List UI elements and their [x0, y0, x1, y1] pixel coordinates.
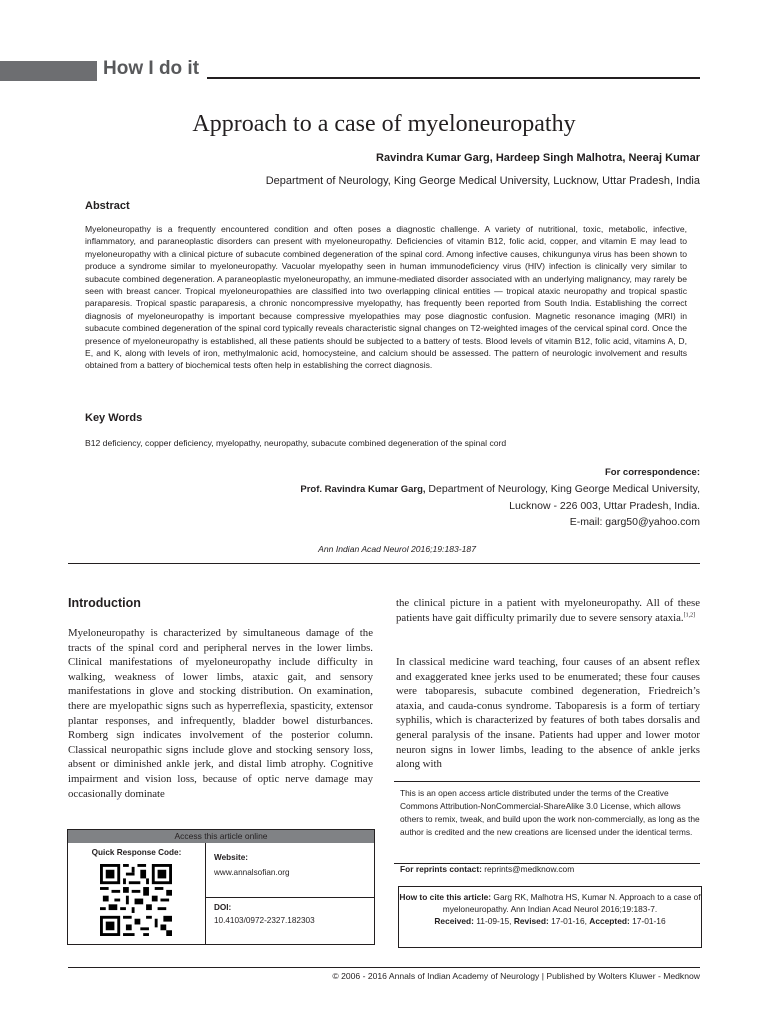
access-box-divider	[205, 843, 206, 944]
correspondence-email[interactable]: E-mail: garg50@yahoo.com	[569, 516, 700, 528]
author-list: Ravindra Kumar Garg, Hardeep Singh Malhotra, Neeraj Kumar	[376, 152, 700, 164]
paragraph-text: the clinical picture in a patient with myeloneuropathy. All of these patients have gait difficulty primarily due to severe sensory ataxia.	[396, 597, 700, 624]
reprints-label: For reprints contact:	[400, 864, 482, 874]
reference-superscript[interactable]: [1,2]	[683, 612, 696, 618]
correspondence-name: Prof. Ravindra Kumar Garg,	[300, 484, 426, 495]
doi-link[interactable]: 10.4103/0972-2327.182303	[214, 916, 315, 925]
access-box-header: Access this article online	[68, 830, 374, 843]
article-title: Approach to a case of myeloneuropathy	[192, 111, 576, 137]
received-date: 11-09-15,	[473, 916, 514, 926]
how-to-cite-label: How to cite this article:	[399, 892, 492, 902]
affiliation: Department of Neurology, King George Medical University, Lucknow, Uttar Pradesh, India	[265, 175, 700, 187]
website-label: Website:	[214, 853, 248, 862]
correspondence-label: For correspondence:	[604, 467, 700, 478]
accepted-date: 17-01-16	[629, 916, 666, 926]
keywords-text: B12 deficiency, copper deficiency, myelopathy, neuropathy, subacute combined degeneration of the spinal cord	[85, 438, 507, 448]
website-link[interactable]: www.annalsofian.org	[214, 868, 290, 877]
correspondence-block	[180, 465, 700, 530]
license-box	[394, 781, 700, 864]
page-footer: © 2006 - 2016 Annals of Indian Academy of Neurology | Published by Wolters Kluwer - Medknow	[332, 971, 700, 981]
revised-label: Revised:	[513, 916, 549, 926]
accepted-label: Accepted:	[589, 916, 630, 926]
intro-paragraph-right-2: In classical medicine ward teaching, four causes of an absent reflex and exaggerated knee jerks used to be enumerated; these four causes were taboparesis, subacute combined degeneration, Friedreich’s ataxia, and cauda-conus syndrome. Taboparesis is a form of tertiary syphilis, which is characterized by features of both tabes dorsalis and general paralysis of the insane. Patients had upper and lower motor neuron signs in lower limbs, leading to the absence of ankle jerks along with	[396, 656, 700, 771]
section-label: How I do it	[103, 58, 200, 79]
footer-rule	[68, 967, 700, 968]
reprints-contact	[400, 864, 574, 874]
header-band-bar	[0, 61, 97, 81]
journal-citation: Ann Indian Acad Neurol 2016;19:183-187	[318, 544, 476, 554]
license-text: This is an open access article distributed under the terms of the Creative Commons Attribution-NonCommercial-ShareAlike 3.0 License, which allows others to remix, tweak, and build upon the work non-commercially, as long as the author is credited and the new creations are licensed under the identical terms.	[400, 788, 700, 837]
correspondence-address: Lucknow - 226 003, Uttar Pradesh, India.	[509, 500, 700, 512]
received-label: Received:	[434, 916, 474, 926]
correspondence-line-1	[180, 481, 700, 498]
reprints-email[interactable]: reprints@medknow.com	[481, 864, 575, 874]
intro-paragraph-left: Myeloneuropathy is characterized by simultaneous damage of the tracts of the spinal cord and peripheral nerves in the lower limbs. Clinical manifestations of myeloneuropathy include difficulty in walking, weakness of lower limbs, ataxic gait, and sensory manifestations in glove and stocking distribution. On examination, there are myelopathic signs such as hyperreflexia, spasticity, extensor plantar responses, and infrequently, bladder bowel disturbances. Romberg sign indicates involvement of the posterior column. Classical neuropathic signs include glove and stocking sensory loss, absent or diminished ankle jerk, and distal limb atrophy. Cognitive impairment and vision loss, because of optic nerve damage may occasionally dominate	[68, 627, 373, 800]
introduction-heading: Introduction	[68, 596, 141, 610]
keywords-heading: Key Words	[85, 412, 143, 424]
how-to-cite-text	[399, 891, 701, 927]
how-to-cite-reference: Garg RK, Malhotra HS, Kumar N. Approach to a case of myeloneuropathy. Ann Indian Acad Neurol 2016;19:183-7.	[442, 892, 701, 914]
divider-rule	[68, 563, 700, 564]
abstract-text: Myeloneuropathy is a frequently encountered condition and often poses a diagnostic challenge. A variety of nutritional, toxic, metabolic, infective, inflammatory, and paraneoplastic disorders can present with myeloneuropathy. Deficiencies of vitamin B12, folic acid, copper, and vitamin E may lead to myeloneuropathy with a clinical picture of subacute combined degeneration of the spinal cord. Among infective causes, chikungunya virus has been shown to produce a syndrome similar to myeloneuropathy. Vacuolar myelopathy seen in human immunodeficiency virus (HIV) infection is clinically very similar to subacute combined degeneration. A paraneoplastic myeloneuropathy, an immune-mediated disorder associated with an underlying malignancy, may rarely be seen with breast cancer. Tropical myeloneuropathies are classified into two overlapping clinical entities — tropical ataxic neuropathy and tropical spastic paraparesis. Tropical spastic paraparesis, a chronic noncompressive myelopathy, has frequently been reported from South India. Establishing the correct diagnosis of myeloneuropathy is important because compressive myelopathies may pose diagnostic confusion. Magnetic resonance imaging (MRI) in subacute combined degeneration of the spinal cord typically reveals characteristic signal changes on T2-weighted images of the cervical spinal cord. Once the presence of myeloneuropathy is established, all these patients should be subjected to a battery of tests. Blood levels of vitamin B12, folic acid, vitamins A, D, E, and K, along with levels of iron, methylmalonic acid, homocysteine, and calcium should be assessed. The pattern of neurologic involvement and results obtained from a battery of biochemical tests often help in establishing the correct diagnosis.	[85, 224, 687, 371]
access-article-box	[67, 829, 375, 945]
doi-label: DOI:	[214, 903, 232, 912]
how-to-cite-box	[398, 886, 702, 948]
qr-code-label: Quick Response Code:	[91, 848, 182, 857]
intro-paragraph-right-1	[396, 596, 700, 625]
qr-code-icon	[100, 864, 172, 936]
header-rule	[207, 77, 700, 79]
correspondence-dept: Department of Neurology, King George Medical University,	[425, 483, 700, 495]
abstract-heading: Abstract	[85, 200, 130, 212]
revised-date: 17-01-16,	[548, 916, 590, 926]
access-box-hdivider	[205, 897, 374, 898]
